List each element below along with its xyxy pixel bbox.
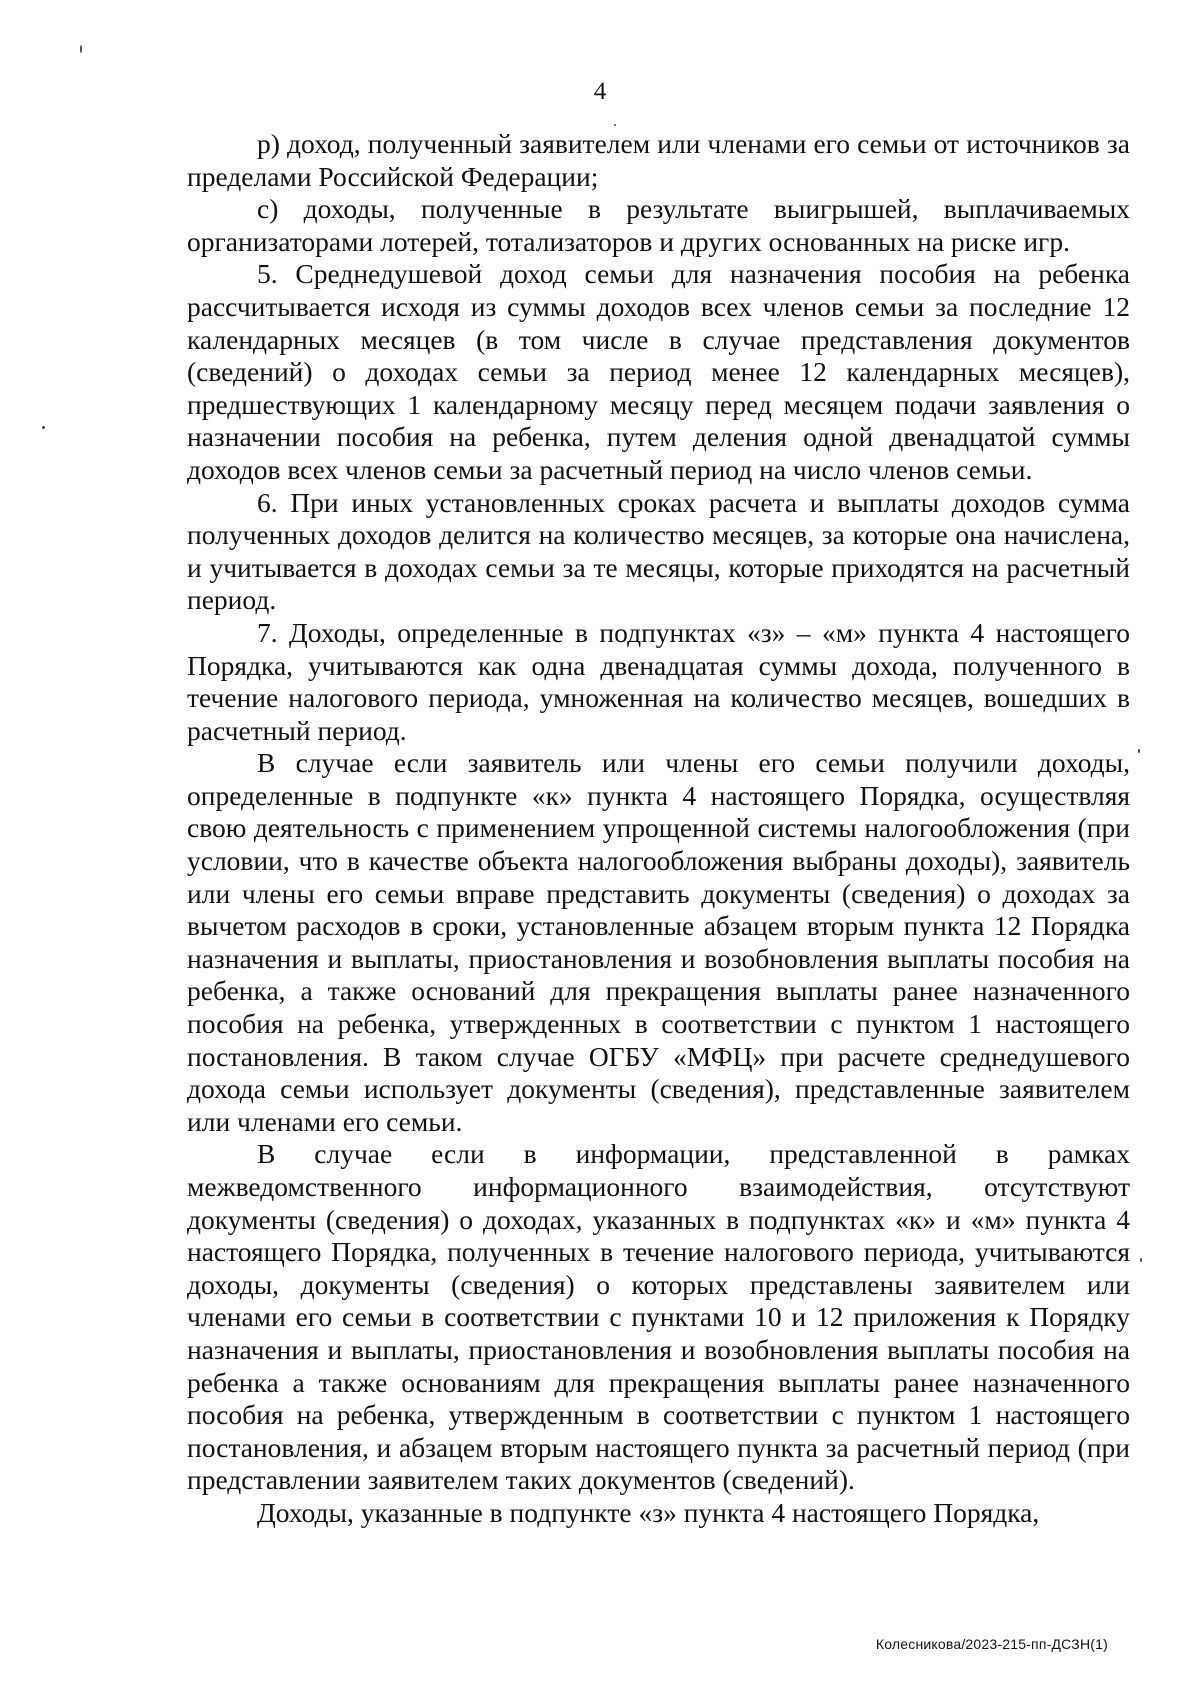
paragraph-subitem-s: с) доходы, полученные в результате выигрышей, выплачиваемых организаторами лотерей, тотализаторов и других основанных на риске игр. [187, 193, 1130, 257]
document-code-footer: Колесникова/2023-215-пп-ДСЗН(1) [875, 1636, 1108, 1652]
scan-speck [42, 426, 45, 429]
scan-speck [1140, 1258, 1142, 1262]
paragraph-income-z: Доходы, указанные в подпункте «з» пункта 4 настоящего Порядка, [257, 1496, 1040, 1528]
paragraph-simplified-tax: В случае если заявитель или члены его семьи получили доходы, определенные в подпункте «к» пункта 4 настоящего Порядка, осуществляя свою деятельность с применением упрощенной системы налогообложения (при условии, что в качестве объекта налогообложения выбраны доходы), заявитель или члены его семьи вправе представить документы (сведения) о доходах за вычетом расходов в сроки, установленные абзацем вторым пункта 12 Порядка назначения и выплаты, приостановления и возобновления выплаты пособия на ребенка, а также оснований для прекращения выплаты ранее назначенного пособия на ребенка, утвержденных в соответствии с пунктом 1 настоящего постановления. В таком случае ОГБУ «МФЦ» при расчете среднедушевого дохода семьи использует документы (сведения), представленные заявителем или членами его семьи. [187, 747, 1130, 1137]
paragraph-item-7: 7. Доходы, определенные в подпунктах «з» – «м» пункта 4 настоящего Порядка, учитываются как одна двенадцатая суммы дохода, полученного в течение налогового периода, умноженная на количество месяцев, вошедших в расчетный период. [187, 616, 1130, 746]
scan-speck [614, 124, 616, 126]
paragraph-item-5: 5. Среднедушевой доход семьи для назначения пособия на ребенка рассчитывается исходя из суммы доходов всех членов семьи за последние 12 календарных месяцев (в том числе в случае представления документов (сведений) о доходах семьи за период менее 12 календарных месяцев), предшествующих 1 календарному месяцу перед месяцем подачи заявления о назначении пособия на ребенка, путем деления одной двенадцатой суммы доходов всех членов семьи за расчетный период на число членов семьи. [187, 258, 1130, 485]
page-number: 4 [593, 78, 607, 105]
paragraph-item-6: 6. При иных установленных сроках расчета и выплаты доходов сумма полученных доходов делится на количество месяцев, за которые она начислена, и учитывается в доходах семьи за те месяцы, которые приходятся на расчетный период. [187, 486, 1130, 616]
scan-speck [1138, 749, 1140, 753]
scan-speck [80, 45, 82, 53]
paragraph-interagency-info: В случае если в информации, представленной в рамках межведомственного информационного взаимодействия, отсутствуют документы (сведения) о доходах, указанных в подпунктах «к» и «м» пункта 4 настоящего Порядка, полученных в течение налогового периода, учитываются доходы, документы (сведения) о которых представлены заявителем или членами его семьи в соответствии с пунктами 10 и 12 приложения к Порядку назначения и выплаты, приостановления и возобновления выплаты пособия на ребенка а также основаниям для прекращения выплаты ранее назначенного пособия на ребенка, утвержденным в соответствии с пунктом 1 настоящего постановления, и абзацем вторым настоящего пункта за расчетный период (при представлении заявителем таких документов (сведений). [187, 1138, 1130, 1496]
paragraph-subitem-r: р) доход, полученный заявителем или членами его семьи от источников за пределами Российской Федерации; [187, 128, 1130, 192]
document-body [187, 128, 1130, 1530]
